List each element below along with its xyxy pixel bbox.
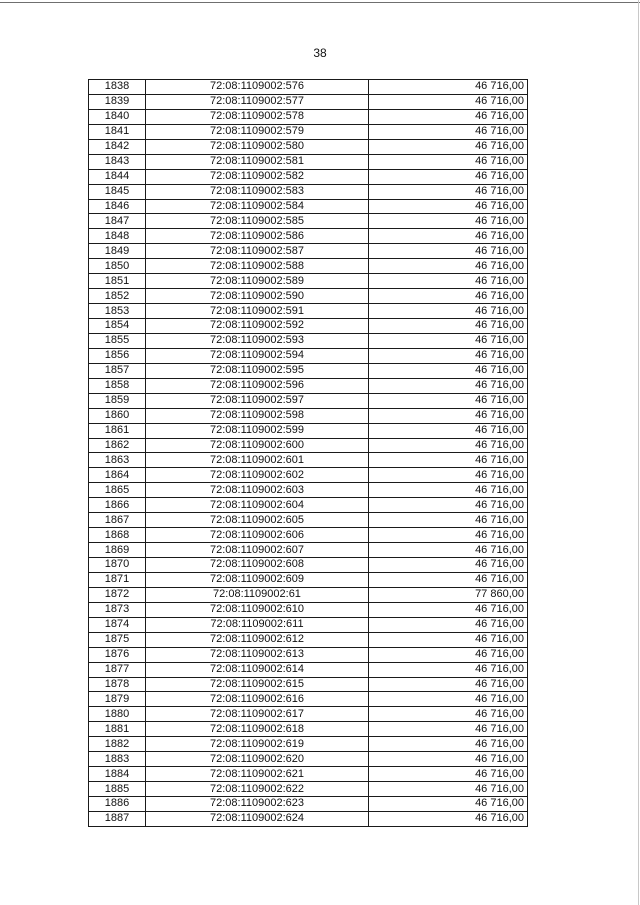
value-cell: 77 860,00 <box>369 587 528 602</box>
value-cell: 46 716,00 <box>369 184 528 199</box>
cadastral-number-cell: 72:08:1109002:618 <box>146 722 369 737</box>
table-row <box>89 797 528 812</box>
row-number-cell: 1851 <box>89 274 146 289</box>
table-row <box>89 587 528 602</box>
value-cell: 46 716,00 <box>369 408 528 423</box>
cadastral-number-cell: 72:08:1109002:598 <box>146 408 369 423</box>
row-number-cell: 1875 <box>89 632 146 647</box>
value-cell: 46 716,00 <box>369 513 528 528</box>
value-cell: 46 716,00 <box>369 80 528 95</box>
value-cell: 46 716,00 <box>369 453 528 468</box>
table-row <box>89 259 528 274</box>
cadastral-number-cell: 72:08:1109002:611 <box>146 617 369 632</box>
table-row <box>89 363 528 378</box>
row-number-cell: 1841 <box>89 124 146 139</box>
cadastral-number-cell: 72:08:1109002:582 <box>146 169 369 184</box>
row-number-cell: 1849 <box>89 244 146 259</box>
row-number-cell: 1861 <box>89 423 146 438</box>
table-row <box>89 752 528 767</box>
value-cell: 46 716,00 <box>369 393 528 408</box>
value-cell: 46 716,00 <box>369 722 528 737</box>
cadastral-number-cell: 72:08:1109002:619 <box>146 737 369 752</box>
value-cell: 46 716,00 <box>369 304 528 319</box>
table-row <box>89 109 528 124</box>
table-row <box>89 722 528 737</box>
table-row <box>89 304 528 319</box>
value-cell: 46 716,00 <box>369 259 528 274</box>
table-row <box>89 438 528 453</box>
row-number-cell: 1873 <box>89 602 146 617</box>
table-row <box>89 617 528 632</box>
row-number-cell: 1882 <box>89 737 146 752</box>
table-row <box>89 647 528 662</box>
row-number-cell: 1855 <box>89 333 146 348</box>
cadastral-number-cell: 72:08:1109002:614 <box>146 662 369 677</box>
cadastral-number-cell: 72:08:1109002:603 <box>146 483 369 498</box>
table-row <box>89 737 528 752</box>
table-row <box>89 453 528 468</box>
row-number-cell: 1864 <box>89 468 146 483</box>
cadastral-number-cell: 72:08:1109002:577 <box>146 94 369 109</box>
cadastral-number-cell: 72:08:1109002:602 <box>146 468 369 483</box>
cadastral-number-cell: 72:08:1109002:622 <box>146 782 369 797</box>
table-row <box>89 333 528 348</box>
cadastral-number-cell: 72:08:1109002:584 <box>146 199 369 214</box>
row-number-cell: 1859 <box>89 393 146 408</box>
value-cell: 46 716,00 <box>369 109 528 124</box>
cadastral-number-cell: 72:08:1109002:615 <box>146 677 369 692</box>
row-number-cell: 1880 <box>89 707 146 722</box>
cadastral-number-cell: 72:08:1109002:579 <box>146 124 369 139</box>
cadastral-number-cell: 72:08:1109002:613 <box>146 647 369 662</box>
table-row <box>89 80 528 95</box>
value-cell: 46 716,00 <box>369 229 528 244</box>
cadastral-number-cell: 72:08:1109002:578 <box>146 109 369 124</box>
row-number-cell: 1857 <box>89 363 146 378</box>
value-cell: 46 716,00 <box>369 244 528 259</box>
table-row <box>89 528 528 543</box>
cadastral-number-cell: 72:08:1109002:589 <box>146 274 369 289</box>
cadastral-number-cell: 72:08:1109002:587 <box>146 244 369 259</box>
row-number-cell: 1866 <box>89 498 146 513</box>
value-cell: 46 716,00 <box>369 423 528 438</box>
value-cell: 46 716,00 <box>369 632 528 647</box>
row-number-cell: 1879 <box>89 692 146 707</box>
cadastral-number-cell: 72:08:1109002:590 <box>146 289 369 304</box>
table-row <box>89 229 528 244</box>
table-row <box>89 811 528 826</box>
table-row <box>89 513 528 528</box>
row-number-cell: 1860 <box>89 408 146 423</box>
table-row <box>89 393 528 408</box>
table-row <box>89 767 528 782</box>
value-cell: 46 716,00 <box>369 348 528 363</box>
row-number-cell: 1847 <box>89 214 146 229</box>
row-number-cell: 1853 <box>89 304 146 319</box>
table-row <box>89 543 528 558</box>
value-cell: 46 716,00 <box>369 94 528 109</box>
table-row <box>89 378 528 393</box>
cadastral-number-cell: 72:08:1109002:595 <box>146 363 369 378</box>
value-cell: 46 716,00 <box>369 289 528 304</box>
row-number-cell: 1874 <box>89 617 146 632</box>
value-cell: 46 716,00 <box>369 154 528 169</box>
value-cell: 46 716,00 <box>369 737 528 752</box>
table-row <box>89 184 528 199</box>
value-cell: 46 716,00 <box>369 498 528 513</box>
cadastral-number-cell: 72:08:1109002:586 <box>146 229 369 244</box>
value-cell: 46 716,00 <box>369 543 528 558</box>
table-row <box>89 139 528 154</box>
row-number-cell: 1863 <box>89 453 146 468</box>
row-number-cell: 1865 <box>89 483 146 498</box>
row-number-cell: 1856 <box>89 348 146 363</box>
table-row <box>89 692 528 707</box>
cadastral-number-cell: 72:08:1109002:608 <box>146 558 369 573</box>
row-number-cell: 1843 <box>89 154 146 169</box>
value-cell: 46 716,00 <box>369 438 528 453</box>
table-row <box>89 348 528 363</box>
value-cell: 46 716,00 <box>369 199 528 214</box>
cadastral-number-cell: 72:08:1109002:612 <box>146 632 369 647</box>
value-cell: 46 716,00 <box>369 707 528 722</box>
table-row <box>89 677 528 692</box>
value-cell: 46 716,00 <box>369 662 528 677</box>
value-cell: 46 716,00 <box>369 782 528 797</box>
row-number-cell: 1876 <box>89 647 146 662</box>
value-cell: 46 716,00 <box>369 319 528 334</box>
cadastral-number-cell: 72:08:1109002:591 <box>146 304 369 319</box>
page-number: 38 <box>313 46 327 60</box>
row-number-cell: 1878 <box>89 677 146 692</box>
row-number-cell: 1881 <box>89 722 146 737</box>
value-cell: 46 716,00 <box>369 811 528 826</box>
row-number-cell: 1852 <box>89 289 146 304</box>
value-cell: 46 716,00 <box>369 617 528 632</box>
value-cell: 46 716,00 <box>369 169 528 184</box>
row-number-cell: 1842 <box>89 139 146 154</box>
value-cell: 46 716,00 <box>369 647 528 662</box>
row-number-cell: 1854 <box>89 319 146 334</box>
table-row <box>89 662 528 677</box>
top-border-line <box>0 2 640 3</box>
cadastral-number-cell: 72:08:1109002:599 <box>146 423 369 438</box>
value-cell: 46 716,00 <box>369 677 528 692</box>
table-row <box>89 483 528 498</box>
table-row <box>89 244 528 259</box>
cadastral-number-cell: 72:08:1109002:585 <box>146 214 369 229</box>
table-row <box>89 154 528 169</box>
row-number-cell: 1871 <box>89 572 146 587</box>
table-row <box>89 169 528 184</box>
cadastral-value-table <box>88 79 528 827</box>
table-row <box>89 319 528 334</box>
value-cell: 46 716,00 <box>369 767 528 782</box>
row-number-cell: 1868 <box>89 528 146 543</box>
right-edge-line <box>638 0 639 905</box>
cadastral-number-cell: 72:08:1109002:600 <box>146 438 369 453</box>
table-row <box>89 602 528 617</box>
row-number-cell: 1869 <box>89 543 146 558</box>
cadastral-number-cell: 72:08:1109002:594 <box>146 348 369 363</box>
row-number-cell: 1870 <box>89 558 146 573</box>
cadastral-number-cell: 72:08:1109002:607 <box>146 543 369 558</box>
value-cell: 46 716,00 <box>369 752 528 767</box>
row-number-cell: 1887 <box>89 811 146 826</box>
row-number-cell: 1845 <box>89 184 146 199</box>
row-number-cell: 1858 <box>89 378 146 393</box>
table-row <box>89 632 528 647</box>
cadastral-number-cell: 72:08:1109002:581 <box>146 154 369 169</box>
table-row <box>89 274 528 289</box>
row-number-cell: 1883 <box>89 752 146 767</box>
cadastral-number-cell: 72:08:1109002:624 <box>146 811 369 826</box>
row-number-cell: 1838 <box>89 80 146 95</box>
row-number-cell: 1840 <box>89 109 146 124</box>
cadastral-number-cell: 72:08:1109002:623 <box>146 797 369 812</box>
table-row <box>89 408 528 423</box>
table-row <box>89 572 528 587</box>
row-number-cell: 1885 <box>89 782 146 797</box>
cadastral-number-cell: 72:08:1109002:576 <box>146 80 369 95</box>
cadastral-number-cell: 72:08:1109002:606 <box>146 528 369 543</box>
value-cell: 46 716,00 <box>369 124 528 139</box>
cadastral-number-cell: 72:08:1109002:617 <box>146 707 369 722</box>
value-cell: 46 716,00 <box>369 692 528 707</box>
value-cell: 46 716,00 <box>369 483 528 498</box>
row-number-cell: 1850 <box>89 259 146 274</box>
row-number-cell: 1839 <box>89 94 146 109</box>
value-cell: 46 716,00 <box>369 602 528 617</box>
row-number-cell: 1848 <box>89 229 146 244</box>
cadastral-number-cell: 72:08:1109002:61 <box>146 587 369 602</box>
value-cell: 46 716,00 <box>369 378 528 393</box>
cadastral-number-cell: 72:08:1109002:620 <box>146 752 369 767</box>
value-cell: 46 716,00 <box>369 572 528 587</box>
table-row <box>89 558 528 573</box>
cadastral-number-cell: 72:08:1109002:609 <box>146 572 369 587</box>
cadastral-number-cell: 72:08:1109002:593 <box>146 333 369 348</box>
table-row <box>89 94 528 109</box>
table-row <box>89 124 528 139</box>
value-cell: 46 716,00 <box>369 558 528 573</box>
value-cell: 46 716,00 <box>369 468 528 483</box>
row-number-cell: 1846 <box>89 199 146 214</box>
value-cell: 46 716,00 <box>369 214 528 229</box>
cadastral-number-cell: 72:08:1109002:616 <box>146 692 369 707</box>
value-cell: 46 716,00 <box>369 333 528 348</box>
table-row <box>89 289 528 304</box>
row-number-cell: 1877 <box>89 662 146 677</box>
table-row <box>89 199 528 214</box>
table-row <box>89 214 528 229</box>
cadastral-number-cell: 72:08:1109002:580 <box>146 139 369 154</box>
cadastral-number-cell: 72:08:1109002:621 <box>146 767 369 782</box>
table-row <box>89 468 528 483</box>
table-row <box>89 423 528 438</box>
value-cell: 46 716,00 <box>369 797 528 812</box>
cadastral-number-cell: 72:08:1109002:597 <box>146 393 369 408</box>
cadastral-number-cell: 72:08:1109002:592 <box>146 319 369 334</box>
table-body <box>89 80 528 827</box>
value-cell: 46 716,00 <box>369 528 528 543</box>
row-number-cell: 1867 <box>89 513 146 528</box>
cadastral-number-cell: 72:08:1109002:601 <box>146 453 369 468</box>
value-cell: 46 716,00 <box>369 274 528 289</box>
cadastral-number-cell: 72:08:1109002:596 <box>146 378 369 393</box>
cadastral-number-cell: 72:08:1109002:583 <box>146 184 369 199</box>
row-number-cell: 1884 <box>89 767 146 782</box>
row-number-cell: 1872 <box>89 587 146 602</box>
table-row <box>89 782 528 797</box>
row-number-cell: 1844 <box>89 169 146 184</box>
cadastral-number-cell: 72:08:1109002:588 <box>146 259 369 274</box>
value-cell: 46 716,00 <box>369 363 528 378</box>
cadastral-number-cell: 72:08:1109002:610 <box>146 602 369 617</box>
cadastral-number-cell: 72:08:1109002:605 <box>146 513 369 528</box>
table-row <box>89 498 528 513</box>
table-row <box>89 707 528 722</box>
cadastral-number-cell: 72:08:1109002:604 <box>146 498 369 513</box>
row-number-cell: 1862 <box>89 438 146 453</box>
row-number-cell: 1886 <box>89 797 146 812</box>
value-cell: 46 716,00 <box>369 139 528 154</box>
